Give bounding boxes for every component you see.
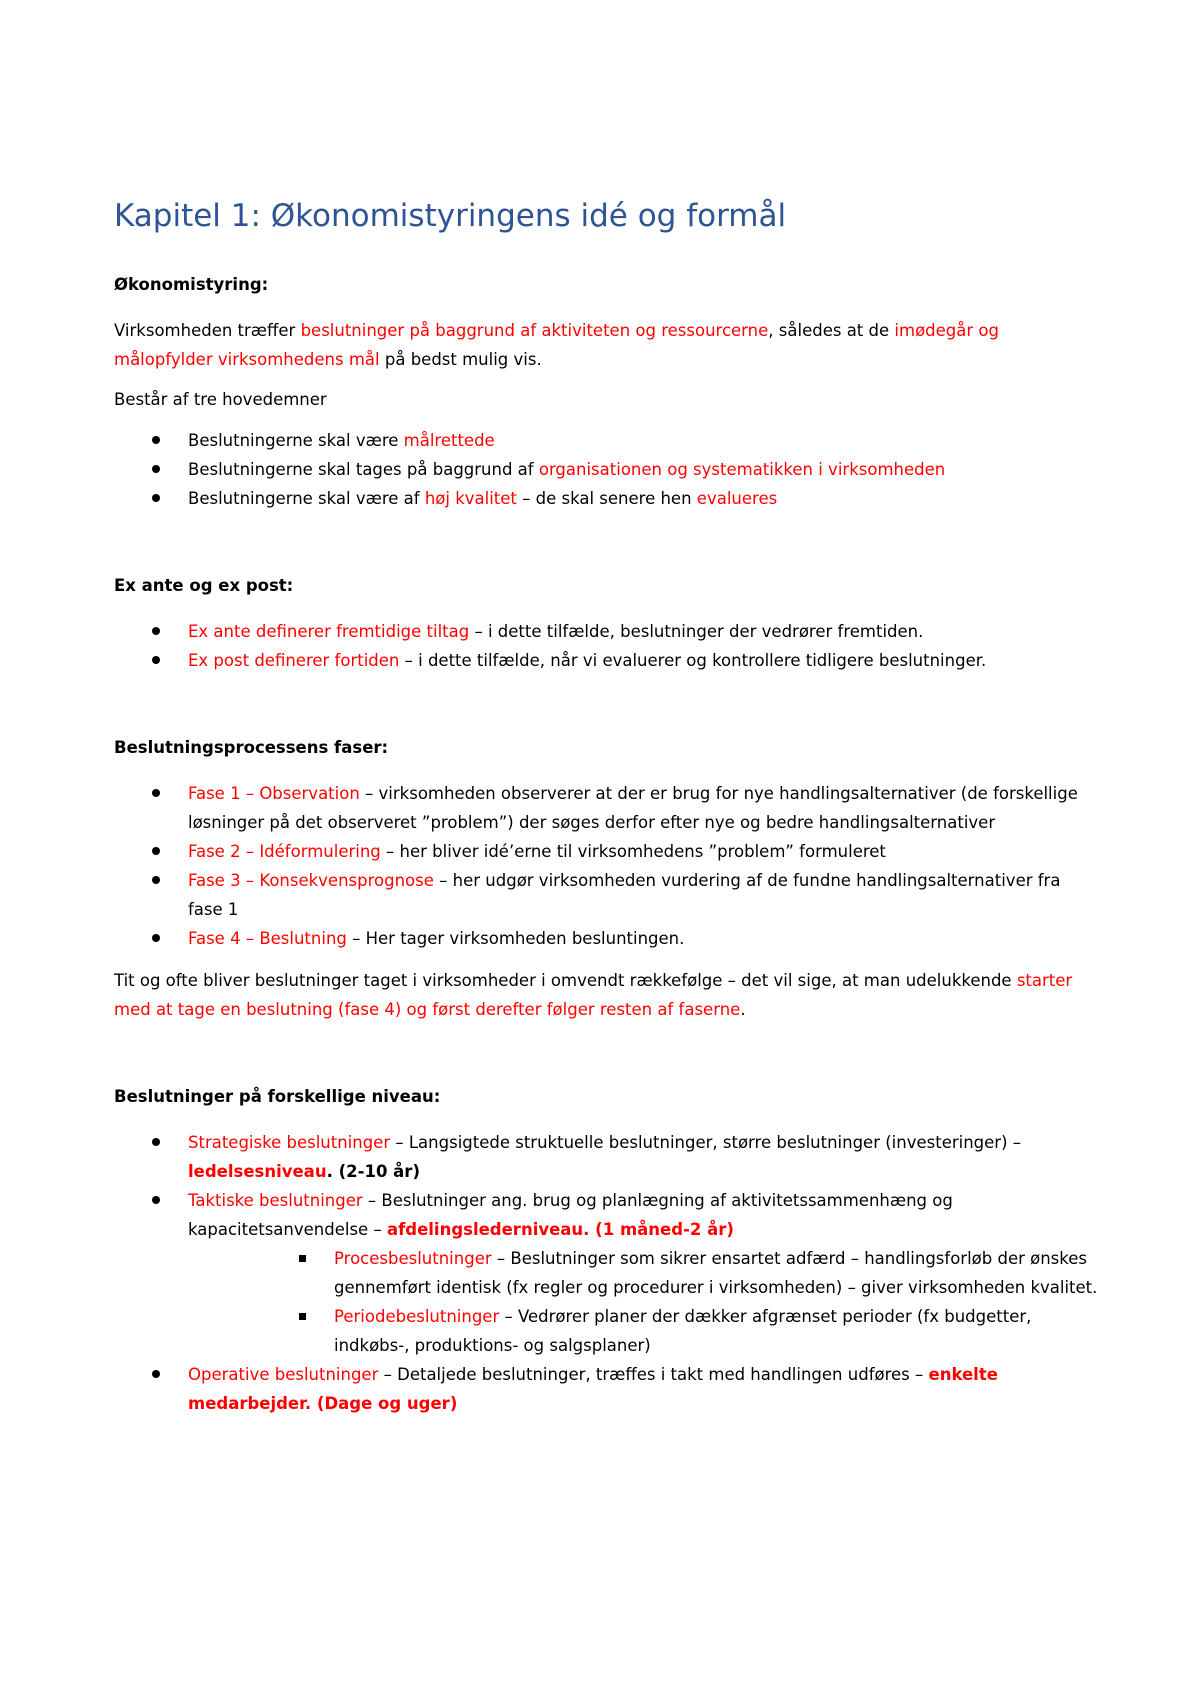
bullet-icon [152,465,160,473]
list-item: Fase 3 – Konsekvensprognose – her udgør virksomheden vurdering af de fundne handlingsalternativer fra fase 1 [114,866,1100,924]
list-item: Ex ante definerer fremtidige tiltag – i dette tilfælde, beslutninger der vedrører fremtiden. [114,617,1100,646]
bullet-icon [152,847,160,855]
section-heading-beslutningsprocessens-faser: Beslutningsprocessens faser: [114,738,389,757]
list-item: Fase 4 – Beslutning – Her tager virksomheden besluntingen. [114,924,1100,953]
bullet-icon [152,436,160,444]
sub-list-item: Procesbeslutninger – Beslutninger som sikrer ensartet adfærd – handlingsforløb der ønskes gennemført identisk (fx regler og procedurer i virksomheden) – giver virksomheden kvalitet. [114,1244,1100,1302]
list-item: Ex post definerer fortiden – i dette tilfælde, når vi evaluerer og kontrollere tidligere beslutninger. [114,646,1100,675]
taktiske-sublist [188,1244,1100,1360]
section-heading-beslutninger-niveau: Beslutninger på forskellige niveau: [114,1087,441,1106]
bullet-icon [152,627,160,635]
faser-note: Tit og ofte bliver beslutninger taget i virksomheder i omvendt rækkefølge – det vil sige, at man udelukkende starter med at tage en beslutning (fase 4) og først derefter følger resten af faserne. [114,971,1073,1019]
document-body [114,196,1100,1418]
niveau-list [114,1128,1100,1418]
bullet-icon [152,789,160,797]
bullet-icon [152,1370,160,1378]
okonomistyring-definition: Virksomheden træffer beslutninger på baggrund af aktiviteten og ressourcerne, således at de imødegår og målopfylder virksomhedens mål på bedst mulig vis. [114,321,999,369]
hovedemner-list [114,426,1100,513]
list-item: Beslutningerne skal være målrettede [114,426,1100,455]
section-heading-okonomistyring: Økonomistyring: [114,275,269,294]
list-item: Operative beslutninger – Detaljede beslutninger, træffes i takt med handlingen udføres – enkelte medarbejder. (Dage og uger) [114,1360,1100,1418]
list-item: Strategiske beslutninger – Langsigtede struktuelle beslutninger, større beslutninger (investeringer) – ledelsesniveau. (2-10 år) [114,1128,1100,1186]
bullet-icon [152,876,160,884]
section-heading-ex-ante-ex-post: Ex ante og ex post: [114,576,294,595]
bullet-icon [152,1138,160,1146]
square-bullet-icon [299,1255,306,1262]
bullet-icon [152,656,160,664]
bullet-icon [152,934,160,942]
faser-list [114,779,1100,953]
chapter-title: Kapitel 1: Økonomistyringens idé og formål [114,198,787,234]
hovedemner-intro: Består af tre hovedemner [114,390,327,409]
list-item: Fase 2 – Idéformulering – her bliver idé’erne til virksomhedens ”problem” formuleret [114,837,1100,866]
list-item: Beslutningerne skal tages på baggrund af organisationen og systematikken i virksomheden [114,455,1100,484]
bullet-icon [152,494,160,502]
square-bullet-icon [299,1313,306,1320]
sub-list-item: Periodebeslutninger – Vedrører planer der dækker afgrænset perioder (fx budgetter, indkøbs-, produktions- og salgsplaner) [114,1302,1100,1360]
list-item: Fase 1 – Observation – virksomheden observerer at der er brug for nye handlingsalternativer (de forskellige løsninger på det observeret ”problem”) der søges derfor efter nye og bedre handlingsalternativer [114,779,1100,837]
bullet-icon [152,1196,160,1204]
list-item: Taktiske beslutninger – Beslutninger ang. brug og planlægning af aktivitetssammenhæng og kapacitetsanvendelse – afdelingslederniveau. (1 måned-2 år) Procesbeslutninger – Beslutninger som sikrer ensartet adfærd – handlingsforløb der ønskes gennemført identisk (fx regler og procedurer i virksomheden) – giver virksomheden kvalitet. Periodebeslutninger – Vedrører planer der dækker afgrænset perioder (fx budgetter, indkøbs-, produktions- og salgsplaner) [114,1186,1100,1360]
list-item: Beslutningerne skal være af høj kvalitet – de skal senere hen evalueres [114,484,1100,513]
ex-ante-ex-post-list [114,617,1100,675]
